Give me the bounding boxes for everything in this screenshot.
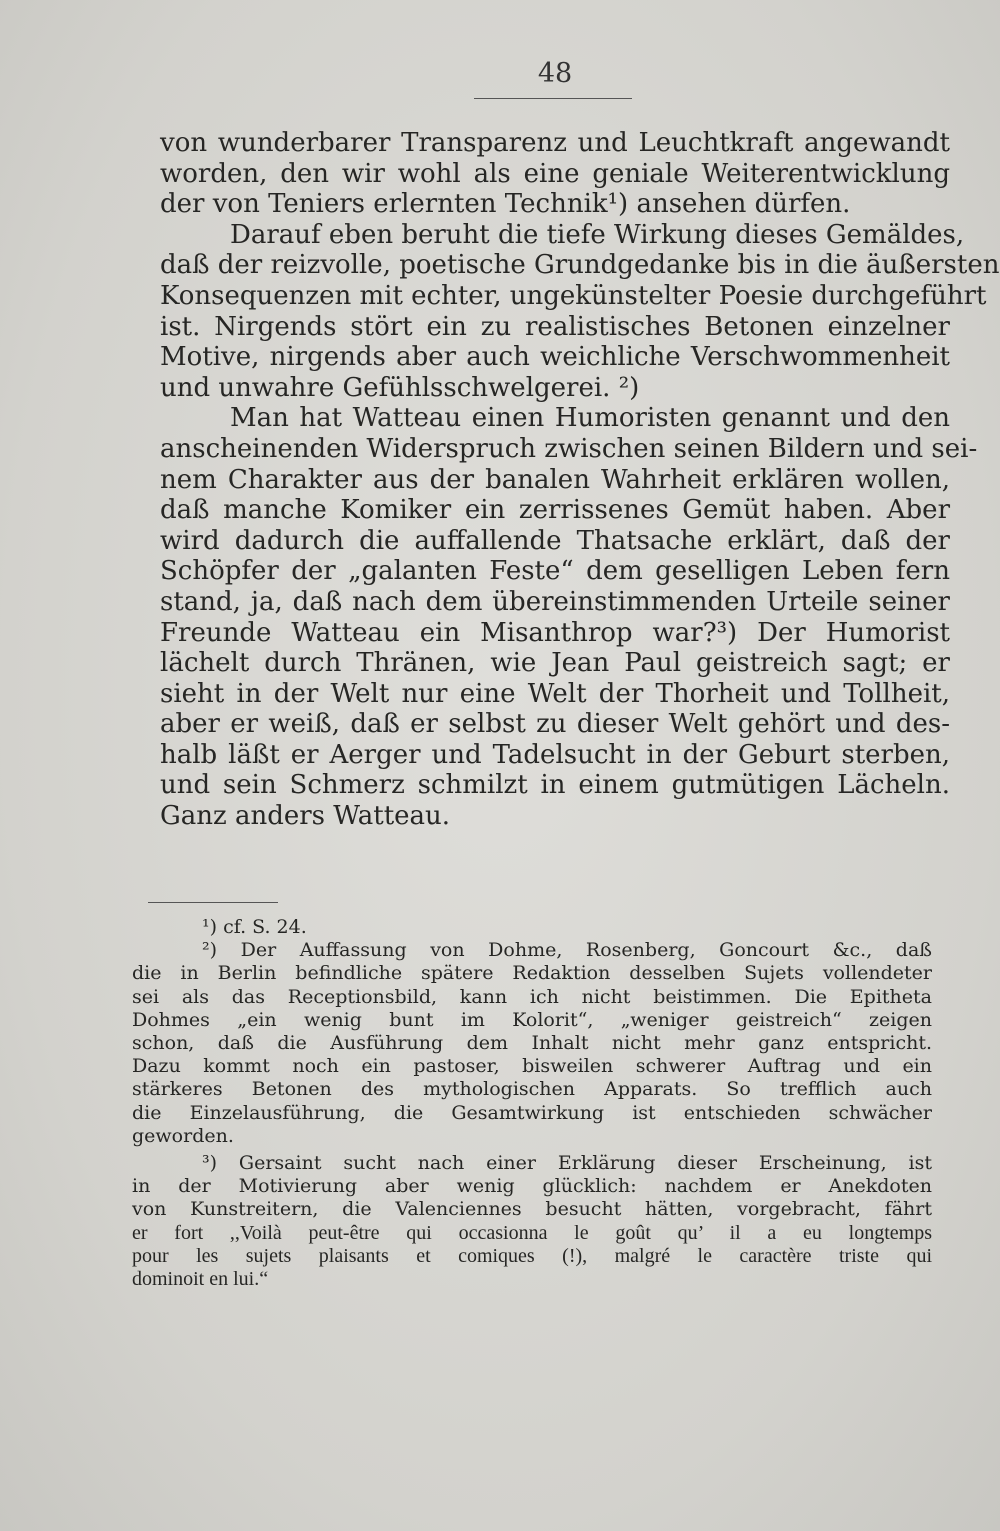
footnote-line: ²) Der Auffassung von Dohme, Rosenberg, Goncourt &c., daß [202,939,932,962]
body-line: Darauf eben beruht die tiefe Wirkung dieses Gemäldes, [230,219,965,250]
body-line: wird dadurch die auffallende Thatsache erklärt, daß der [160,525,950,556]
footnote-line: sei als das Receptionsbild, kann ich nicht beistimmen. Die Epitheta [132,985,932,1008]
body-line: der von Teniers erlernten Technik¹) ansehen dürfen. [160,189,851,220]
page-number: 48 [537,58,573,89]
footnote-line: Dazu kommt noch ein pastoser, bisweilen schwerer Auftrag und ein [132,1055,932,1078]
body-line: halb läßt er Aerger und Tadelsucht in der Geburt sterben, [160,739,950,770]
body-line: lächelt durch Thränen, wie Jean Paul geistreich sagt; er [160,648,950,679]
footnote-line: ³) Gersaint sucht nach einer Erklärung dieser Erscheinung, ist [202,1152,932,1175]
body-line: worden, den wir wohl als eine geniale Weiterentwicklung [160,158,950,189]
body-line: aber er weiß, daß er selbst zu dieser Welt gehört und des- [160,709,950,740]
footnote-line: die in Berlin befindliche spätere Redaktion desselben Sujets vollendeter [132,962,932,985]
body-line: Motive, nirgends aber auch weichliche Verschwommenheit [160,342,950,373]
body-line: sieht in der Welt nur eine Welt der Thorheit und Tollheit, [160,678,950,709]
body-line: Ganz anders Watteau. [160,801,451,832]
footnotes [132,916,932,1291]
footnote-rule [148,902,278,903]
footnote-line: pour les sujets plaisants et comiques (!), malgré le caractère triste qui [132,1244,932,1267]
footnote-line: die Einzelausführung, die Gesamtwirkung ist entschieden schwächer [132,1101,932,1124]
footnote-line: in der Motivierung aber wenig glücklich: nachdem er Anekdoten [132,1175,932,1198]
body-line: ist. Nirgends stört ein zu realistisches Betonen einzelner [160,311,950,342]
body-line: anscheinenden Widerspruch zwischen seinen Bildern und sei- [160,433,978,464]
header-rule [474,98,632,99]
footnote-line: er fort ,,Voilà peut-être qui occasionna le goût qu’ il a eu longtemps [132,1221,932,1244]
body-line: Konsequenzen mit echter, ungekünstelter Poesie durchgeführt [160,280,987,311]
body-line: und sein Schmerz schmilzt in einem gutmütigen Lächeln. [160,770,950,801]
body-line: nem Charakter aus der banalen Wahrheit erklären wollen, [160,464,950,495]
body-line: daß manche Komiker ein zerrissenes Gemüt haben. Aber [160,495,950,526]
footnote-line: von Kunstreitern, die Valenciennes besucht hätten, vorgebracht, fährt [132,1198,932,1221]
footnote-line: geworden. [132,1124,234,1147]
body-text [160,128,1000,832]
footnote-line: schon, daß die Ausführung dem Inhalt nicht mehr ganz entspricht. [132,1032,932,1055]
body-line: Man hat Watteau einen Humoristen genannt und den [230,403,950,434]
footnote-line: Dohmes „ein wenig bunt im Kolorit“, „weniger geistreich“ zeigen [132,1008,932,1031]
body-line: stand, ja, daß nach dem übereinstimmenden Urteile seiner [160,586,950,617]
body-line: von wunderbarer Transparenz und Leuchtkraft angewandt [160,128,950,158]
body-line: Freunde Watteau ein Misanthrop war?³) Der Humorist [160,617,950,648]
footnote-line: stärkeres Betonen des mythologischen Apparats. So trefflich auch [132,1078,932,1101]
body-line: und unwahre Gefühlsschwelgerei. ²) [160,372,640,403]
body-line: daß der reizvolle, poetische Grundgedanke bis in die äußersten [160,250,1000,281]
footnote-line: dominoit en lui.“ [132,1268,269,1291]
footnote-line: ¹) cf. S. 24. [202,916,307,938]
body-line: Schöpfer der „galanten Feste“ dem geselligen Leben fern [160,556,950,587]
